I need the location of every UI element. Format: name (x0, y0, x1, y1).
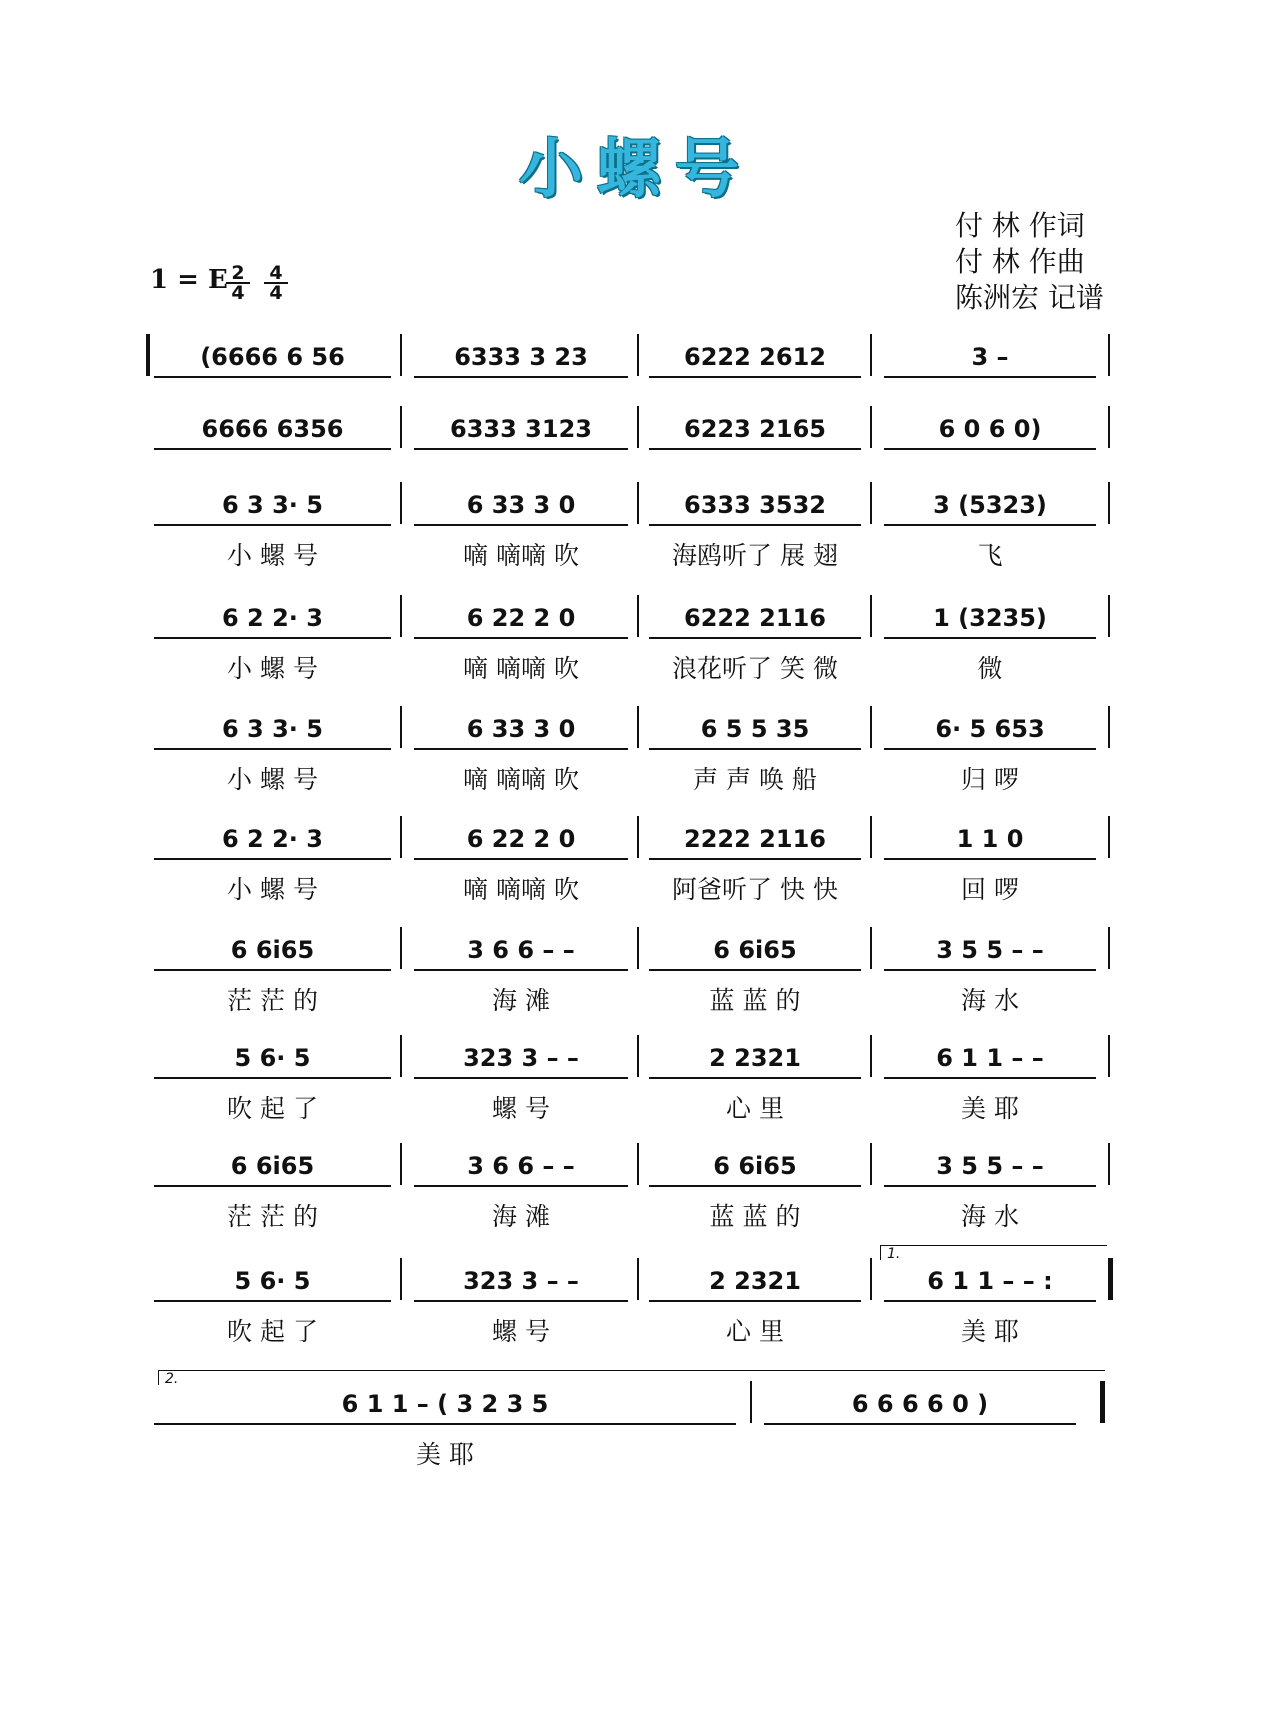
beam-line (649, 748, 861, 750)
barline (870, 1035, 872, 1077)
beam-line (884, 448, 1096, 450)
barline (637, 927, 639, 969)
song-title: 小螺号 (519, 133, 753, 207)
lyric-line: 嘀 嘀嘀 吹 (463, 654, 579, 683)
lyric-line: 飞 (977, 541, 1003, 570)
barline (870, 1143, 872, 1185)
beam-line (649, 858, 861, 860)
beam-line (414, 524, 628, 526)
measure: 6222 2612 (684, 343, 826, 371)
measure: 6 1 1 – – : (927, 1267, 1053, 1295)
barline (637, 816, 639, 858)
lyric-line: 小 螺 号 (227, 654, 318, 683)
beam-line (154, 748, 391, 750)
beam-line (414, 1185, 628, 1187)
beam-line (154, 1185, 391, 1187)
measure: 6 6 6 6 0 ) (851, 1390, 989, 1418)
beam-line (414, 637, 628, 639)
measure: 323 3 – – (463, 1267, 579, 1295)
final-barline (1108, 1258, 1113, 1300)
measure: 6 6i65 (713, 936, 797, 964)
lyric-line: 微 (977, 654, 1003, 683)
barline (400, 816, 402, 858)
barline (1108, 927, 1110, 969)
beam-line (764, 1423, 1076, 1425)
measure: 6 6i65 (713, 1152, 797, 1180)
lyric-line: 吹 起 了 (227, 1317, 318, 1346)
lyric-line: 海鸥听了 展 翅 (672, 541, 838, 570)
barline (400, 1143, 402, 1185)
volta-1: 1. (880, 1245, 1107, 1260)
transcriber-credit: 陈洲宏 记谱 (955, 281, 1104, 314)
beam-line (649, 1185, 861, 1187)
beam-line (884, 1185, 1096, 1187)
beam-line (414, 858, 628, 860)
measure: 6 33 3 0 (466, 715, 576, 743)
lyric-line: 嘀 嘀嘀 吹 (463, 541, 579, 570)
composer-credit: 付 林 作曲 (955, 245, 1085, 278)
lyric-line: 声 声 唤 船 (693, 765, 817, 794)
lyric-line: 海 水 (961, 986, 1019, 1015)
measure: 6333 3123 (450, 415, 592, 443)
beam-line (884, 376, 1096, 378)
measure: 6 2 2· 3 (222, 825, 323, 853)
beam-line (154, 1300, 391, 1302)
measure: 6333 3532 (684, 491, 826, 519)
beam-line (154, 969, 391, 971)
beam-line (884, 969, 1096, 971)
measure: 3 5 5 – – (936, 936, 1044, 964)
lyric-line: 心 里 (726, 1317, 784, 1346)
barline (1108, 1143, 1110, 1185)
measure: 6 6i65 (230, 936, 315, 964)
measure: 1 (3235) (933, 604, 1047, 632)
barline (400, 595, 402, 637)
barline (1108, 406, 1110, 448)
measure: 2 2321 (709, 1267, 801, 1295)
barline (870, 595, 872, 637)
lyric-line: 茫 茫 的 (227, 1202, 318, 1231)
barline (870, 927, 872, 969)
barline (1108, 482, 1110, 524)
beam-line (649, 969, 861, 971)
repeat-start-barline (146, 334, 150, 376)
measure: 6223 2165 (684, 415, 826, 443)
barline (637, 1258, 639, 1300)
barline (1108, 334, 1110, 376)
lyric-line: 美 耶 (961, 1317, 1019, 1346)
lyric-line: 美 耶 (416, 1440, 474, 1469)
barline (637, 482, 639, 524)
volta-2: 2. (158, 1370, 1105, 1385)
lyric-line: 浪花听了 笑 微 (672, 654, 838, 683)
beam-line (649, 1077, 861, 1079)
barline (870, 334, 872, 376)
barline (400, 706, 402, 748)
lyric-line: 阿爸听了 快 快 (672, 875, 838, 904)
measure: 3 6 6 – – (467, 1152, 575, 1180)
barline (637, 1035, 639, 1077)
lyricist-credit: 付 林 作词 (955, 209, 1085, 242)
barline (637, 1143, 639, 1185)
barline (1108, 816, 1110, 858)
beam-line (649, 448, 861, 450)
measure: 6 3 3· 5 (222, 491, 323, 519)
measure: 3 – (971, 343, 1009, 371)
barline (1108, 595, 1110, 637)
lyric-line: 海 滩 (492, 986, 550, 1015)
beam-line (884, 524, 1096, 526)
measure: 323 3 – – (463, 1044, 579, 1072)
lyric-line: 茫 茫 的 (227, 986, 318, 1015)
time-signature-2-4: 2 4 (226, 264, 250, 302)
beam-line (649, 376, 861, 378)
barline (400, 1258, 402, 1300)
beam-line (154, 1077, 391, 1079)
measure: 2 2321 (709, 1044, 801, 1072)
credits (955, 208, 1155, 316)
measure: 6 33 3 0 (466, 491, 576, 519)
barline (1108, 706, 1110, 748)
barline (400, 406, 402, 448)
barline (637, 595, 639, 637)
measure: 3 6 6 – – (467, 936, 575, 964)
barline (870, 706, 872, 748)
beam-line (154, 448, 391, 450)
lyric-line: 归 啰 (961, 765, 1019, 794)
beam-line (649, 1300, 861, 1302)
beam-line (154, 524, 391, 526)
measure: 6222 2116 (684, 604, 826, 632)
lyric-line: 蓝 蓝 的 (709, 1202, 801, 1231)
measure: 3 (5323) (933, 491, 1047, 519)
beam-line (154, 376, 391, 378)
beam-line (414, 969, 628, 971)
lyric-line: 嘀 嘀嘀 吹 (463, 765, 579, 794)
measure: 6 1 1 – ( 3 2 3 5 (341, 1390, 549, 1418)
lyric-line: 心 里 (726, 1094, 784, 1123)
measure: 3 5 5 – – (936, 1152, 1044, 1180)
barline (750, 1381, 752, 1423)
lyric-line: 海 滩 (492, 1202, 550, 1231)
beam-line (154, 1423, 736, 1425)
barline (870, 482, 872, 524)
beam-line (154, 637, 391, 639)
lyric-line: 小 螺 号 (227, 765, 318, 794)
beam-line (884, 1077, 1096, 1079)
beam-line (154, 858, 391, 860)
measure: 5 6· 5 (234, 1267, 311, 1295)
lyric-line: 吹 起 了 (227, 1094, 318, 1123)
lyric-line: 回 啰 (961, 875, 1019, 904)
barline (870, 816, 872, 858)
beam-line (649, 524, 861, 526)
lyric-line: 螺 号 (492, 1317, 550, 1346)
measure: 6 0 6 0) (938, 415, 1042, 443)
measure: 5 6· 5 (234, 1044, 311, 1072)
beam-line (414, 1300, 628, 1302)
barline (870, 1258, 872, 1300)
barline (870, 406, 872, 448)
beam-line (414, 448, 628, 450)
beam-line (649, 637, 861, 639)
measure: 6 22 2 0 (466, 604, 576, 632)
beam-line (414, 1077, 628, 1079)
measure: 2222 2116 (684, 825, 826, 853)
beam-line (414, 376, 628, 378)
lyric-line: 小 螺 号 (227, 541, 318, 570)
lyric-line: 嘀 嘀嘀 吹 (463, 875, 579, 904)
beam-line (414, 748, 628, 750)
measure: 1 1 0 (956, 825, 1024, 853)
lyric-line: 美 耶 (961, 1094, 1019, 1123)
beam-line (884, 748, 1096, 750)
beam-line (884, 858, 1096, 860)
final-barline (1100, 1381, 1105, 1423)
lyric-line: 海 水 (961, 1202, 1019, 1231)
measure: 6 6i65 (230, 1152, 315, 1180)
barline (400, 334, 402, 376)
barline (400, 1035, 402, 1077)
measure: 6 2 2· 3 (222, 604, 323, 632)
measure: 6333 3 23 (454, 343, 588, 371)
lyric-line: 蓝 蓝 的 (709, 986, 801, 1015)
key-signature: 1 = E (150, 265, 228, 295)
beam-line (884, 1300, 1096, 1302)
measure: 6 3 3· 5 (222, 715, 323, 743)
measure: 6 1 1 – – (936, 1044, 1044, 1072)
measure: (6666 6 56 (200, 343, 345, 371)
measure: 6666 6356 (201, 415, 344, 443)
lyric-line: 螺 号 (492, 1094, 550, 1123)
barline (637, 706, 639, 748)
barline (637, 334, 639, 376)
lyric-line: 小 螺 号 (227, 875, 318, 904)
measure: 6 5 5 35 (700, 715, 810, 743)
time-signature-4-4: 4 4 (264, 264, 288, 302)
measure: 6· 5 653 (935, 715, 1045, 743)
barline (1108, 1035, 1110, 1077)
barline (400, 482, 402, 524)
barline (637, 406, 639, 448)
measure: 6 22 2 0 (466, 825, 576, 853)
beam-line (884, 637, 1096, 639)
barline (400, 927, 402, 969)
